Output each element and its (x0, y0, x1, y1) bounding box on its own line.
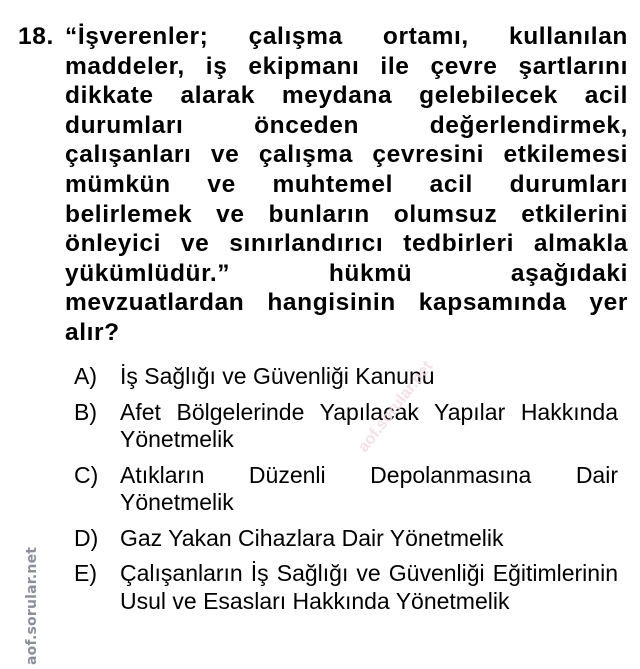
option-letter: E) (74, 560, 97, 586)
side-watermark: aof.sorular.net (24, 546, 40, 665)
option-d[interactable] (74, 525, 618, 553)
option-c[interactable] (74, 462, 618, 517)
question-text: “İşverenler; çalışma ortamı, kullanılan maddeler, iş ekipmanı ile çevre şartlarını dikkate alarak meydana gelebilecek acil durumları önceden değerlendirmek, çalışanları ve çalışma çevresini etkilemesi mümkün ve muhtemel acil durumları belirlemek ve bunların olumsuz etkilerini önleyici ve sınırlandırıcı tedbirleri almakla yükümlüdür.” hükmü aşağıdaki mevzuatlardan hangisinin kapsamında yer alır? (65, 23, 628, 346)
option-e[interactable] (74, 560, 618, 615)
option-b[interactable] (74, 399, 618, 454)
option-text: İş Sağlığı ve Güvenliği Kanunu (120, 363, 435, 389)
option-letter: B) (74, 398, 97, 425)
question-block (18, 22, 628, 348)
diagonal-watermark: aof.sorular.net (355, 358, 437, 456)
question-number: 18. (18, 23, 54, 50)
option-letter: D) (74, 524, 99, 551)
answer-options (74, 363, 618, 623)
option-text: Atıkların Düzenli Depolanmasına Dair Yönetmelik (120, 461, 618, 515)
option-text: Afet Bölgelerinde Yapılacak Yapılar Hakkında Yönetmelik (120, 398, 618, 452)
option-a[interactable] (74, 363, 618, 391)
option-letter: A) (74, 363, 97, 389)
option-letter: C) (74, 461, 99, 488)
option-text: Çalışanların İş Sağlığı ve Güvenliği Eğitimlerinin Usul ve Esasları Hakkında Yönetmelik (120, 560, 618, 614)
option-text: Gaz Yakan Cihazlara Dair Yönetmelik (120, 524, 504, 551)
